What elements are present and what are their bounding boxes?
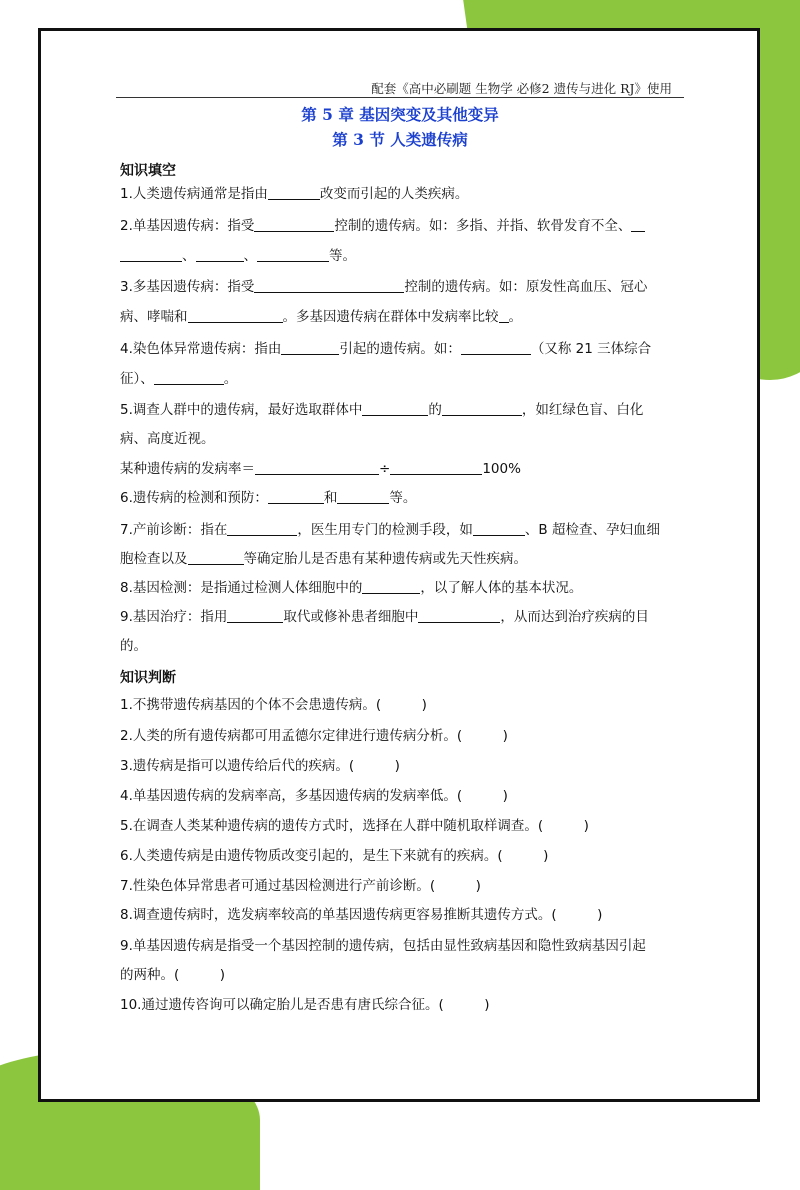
question-7-cont: 胞检查以及 等确定胎儿是否患有某种遗传病或先天性疾病。 <box>120 551 527 567</box>
answer-blank[interactable] <box>499 308 509 323</box>
answer-blank[interactable] <box>254 217 334 232</box>
book-subtitle: 配套《高中必刷题 生物学 必修2 遗传与进化 RJ》使用 <box>371 81 672 96</box>
answer-blank[interactable] <box>337 489 389 504</box>
answer-blank[interactable] <box>362 401 428 416</box>
judge-item[interactable]: 9.单基因遗传病是指受一个基因控制的遗传病，包括由显性致病基因和隐性致病基因引起 <box>120 938 646 954</box>
answer-blank[interactable] <box>631 217 645 232</box>
judge-item[interactable]: 6.人类遗传病是由遗传物质改变引起的，是生下来就有的疾病。( ) <box>120 848 549 864</box>
answer-blank[interactable] <box>255 460 379 475</box>
answer-blank[interactable] <box>473 521 525 536</box>
answer-blank[interactable] <box>227 521 297 536</box>
answer-blank[interactable] <box>390 460 482 475</box>
answer-blank[interactable] <box>257 247 329 262</box>
answer-blank[interactable] <box>461 340 531 355</box>
question-3: 3.多基因遗传病：指受 控制的遗传病。如：原发性高血压、冠心 <box>120 279 648 295</box>
judge-item[interactable]: 1.不携带遗传病基因的个体不会患遗传病。( ) <box>120 697 427 713</box>
question-5: 5.调查人群中的遗传病，最好选取群体中 的 ，如红绿色盲、白化 <box>120 402 644 418</box>
judge-heading: 知识判断 <box>120 670 176 686</box>
judge-item-cont[interactable]: 的两种。( ) <box>120 967 226 983</box>
judge-item[interactable]: 4.单基因遗传病的发病率高，多基因遗传病的发病率低。( ) <box>120 788 508 804</box>
question-3-cont: 病、哮喘和 。多基因遗传病在群体中发病率比较 。 <box>120 309 522 325</box>
answer-blank[interactable] <box>254 278 404 293</box>
question-4: 4.染色体异常遗传病：指由 引起的遗传病。如： （又称 21 三体综合 <box>120 341 652 357</box>
answer-blank[interactable] <box>281 340 339 355</box>
incidence-formula: 某种遗传病的发病率＝ ÷ 100% <box>120 461 521 477</box>
question-9: 9.基因治疗：指用 取代或修补患者细胞中 ，从而达到治疗疾病的目 <box>120 609 649 625</box>
question-6: 6.遗传病的检测和预防： 和 等。 <box>120 490 417 506</box>
judge-item[interactable]: 3.遗传病是指可以遗传给后代的疾病。( ) <box>120 758 400 774</box>
judge-item[interactable]: 2.人类的所有遗传病都可用孟德尔定律进行遗传病分析。( ) <box>120 728 508 744</box>
question-5-cont: 病、高度近视。 <box>120 431 215 447</box>
header-divider <box>116 97 684 98</box>
fill-heading: 知识填空 <box>120 163 176 179</box>
answer-blank[interactable] <box>362 579 420 594</box>
judge-item[interactable]: 5.在调查人类某种遗传病的遗传方式时，选择在人群中随机取样调查。( ) <box>120 818 589 834</box>
section-title: 第 3 节 人类遗传病 <box>332 130 468 149</box>
answer-blank[interactable] <box>268 489 324 504</box>
answer-blank[interactable] <box>154 370 224 385</box>
judge-item[interactable]: 10.通过遗传咨询可以确定胎儿是否患有唐氏综合征。( ) <box>120 997 490 1013</box>
answer-blank[interactable] <box>227 608 283 623</box>
question-4-cont: 征）、 。 <box>120 371 238 387</box>
question-2-cont: 、 、 等。 <box>120 246 356 266</box>
answer-blank[interactable] <box>442 401 522 416</box>
answer-blank[interactable] <box>418 608 500 623</box>
question-1: 1.人类遗传病通常是指由 改变而引起的人类疾病。 <box>120 186 469 202</box>
question-9-cont: 的。 <box>120 638 147 654</box>
answer-blank[interactable] <box>196 247 244 262</box>
judge-item[interactable]: 8.调查遗传病时，选发病率较高的单基因遗传病更容易推断其遗传方式。( ) <box>120 907 603 923</box>
answer-blank[interactable] <box>268 185 320 200</box>
question-2: 2.单基因遗传病：指受 控制的遗传病。如：多指、并指、软骨发育不全、 <box>120 216 645 236</box>
question-7: 7.产前诊断：指在 ，医生用专门的检测手段，如 、B 超检查、孕妇血细 <box>120 522 660 538</box>
chapter-title: 第 5 章 基因突变及其他变异 <box>301 105 499 124</box>
judge-item[interactable]: 7.性染色体异常患者可通过基因检测进行产前诊断。( ) <box>120 878 481 894</box>
answer-blank[interactable] <box>120 247 182 262</box>
answer-blank[interactable] <box>188 308 283 323</box>
answer-blank[interactable] <box>188 550 244 565</box>
question-8: 8.基因检测：是指通过检测人体细胞中的 ，以了解人体的基本状况。 <box>120 580 583 596</box>
